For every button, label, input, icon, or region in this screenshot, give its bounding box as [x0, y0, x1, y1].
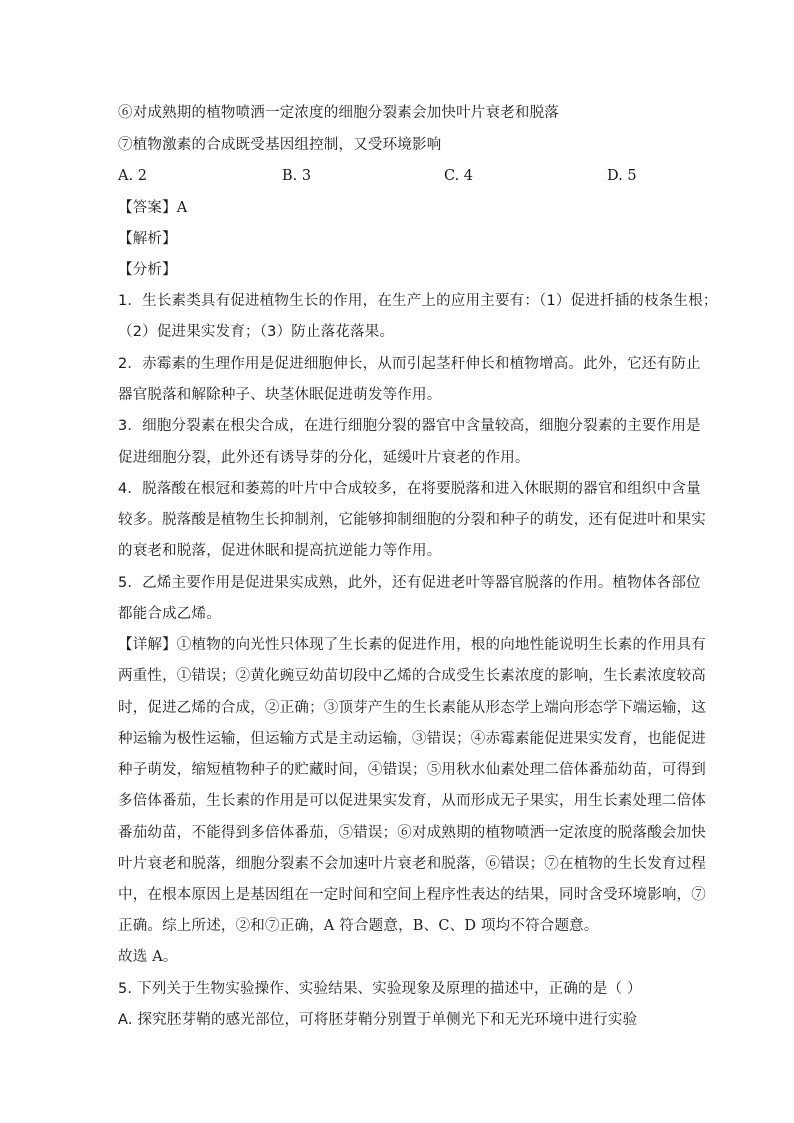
fenxi-heading: 【分析】 [118, 262, 177, 278]
detail-line: 时，促进乙烯的合成，②正确；③顶芽产生的生长素能从形态学上端向形态学下端运输，这 [118, 700, 706, 716]
detail-line: 种运输为极性运输，但运输方式是主动运输，③错误；④赤霉素能促进果实发育，也能促进 [118, 731, 706, 747]
analysis-heading: 【解析】 [118, 231, 177, 247]
point-line: 2．赤霉素的生理作用是促进细胞伸长，从而引起茎秆伸长和植物增高。此外，它还有防止 [118, 356, 701, 372]
detail-line: 番茄幼苗，不能得到多倍体番茄，⑤错误；⑥对成熟期的植物喷洒一定浓度的脱落酸会加快 [118, 825, 706, 841]
point-line: （2）促进果实发育；（3）防止落花落果。 [118, 324, 395, 340]
point-line: 1．生长素类具有促进植物生长的作用，在生产上的应用主要有：（1）促进扦插的枝条生根； [118, 293, 718, 309]
point-line: 4．脱落酸在根冠和萎蔫的叶片中合成较多，在将要脱落和进入休眠期的器官和组织中含量 [118, 481, 701, 497]
detail-line: 中，在根本原因上是基因组在一定时间和空间上程序性表达的结果，同时含受环境影响，⑦ [118, 887, 706, 903]
conclusion-line: 故选 A。 [118, 949, 178, 965]
point-line: 都能合成乙烯。 [118, 606, 221, 622]
detail-line: 叶片衰老和脱落，细胞分裂素不会加速叶片衰老和脱落，⑥错误；⑦在植物的生长发育过程 [118, 856, 706, 872]
detail-line: 【详解】①植物的向光性只体现了生长素的促进作用，根的向地性能说明生长素的作用具有 [118, 637, 706, 653]
answer-line: 【答案】A [118, 200, 188, 216]
statement-6: ⑥对成熟期的植物喷洒一定浓度的细胞分裂素会加快叶片衰老和脱落 [118, 105, 559, 121]
detail-line: 种子萌发，缩短植物种子的贮藏时间，④错误；⑤用秋水仙素处理二倍体番茄幼苗，可得到 [118, 762, 706, 778]
option-d: D. 5 [607, 168, 637, 184]
option-a: A. 2 [118, 168, 147, 184]
option-c: C. 4 [444, 168, 474, 184]
detail-line: 两重性，①错误；②黄化豌豆幼苗切段中乙烯的合成受生长素浓度的影响，生长素浓度较高 [118, 668, 706, 684]
point-line: 促进细胞分裂，此外还有诱导芽的分化，延缓叶片衰老的作用。 [118, 450, 530, 466]
next-question-stem: 5. 下列关于生物实验操作、实验结果、实验现象及原理的描述中，正确的是（ ） [118, 981, 642, 997]
point-line: 较多。脱落酸是植物生长抑制剂，它能够抑制细胞的分裂和种子的萌发，还有促进叶和果实 [118, 512, 706, 528]
point-line: 3．细胞分裂素在根尖合成，在进行细胞分裂的器官中含量较高，细胞分裂素的主要作用是 [118, 418, 701, 434]
point-line: 器官脱落和解除种子、块茎休眠促进萌发等作用。 [118, 387, 442, 403]
point-line: 的衰老和脱落，促进休眠和提高抗逆能力等作用。 [118, 543, 442, 559]
statement-7: ⑦植物激素的合成既受基因组控制，又受环境影响 [118, 137, 442, 153]
option-b: B. 3 [282, 168, 312, 184]
next-question-option-a: A. 探究胚芽鞘的感光部位，可将胚芽鞘分别置于单侧光下和无光环境中进行实验 [118, 1012, 638, 1028]
point-line: 5．乙烯主要作用是促进果实成熟，此外，还有促进老叶等器官脱落的作用。植物体各部位 [118, 575, 701, 591]
detail-line: 正确。综上所述，②和⑦正确，A 符合题意，B、C、D 项均不符合题意。 [118, 918, 599, 934]
detail-line: 多倍体番茄，生长素的作用是可以促进果实发育，从而形成无子果实，用生长素处理二倍体 [118, 793, 706, 809]
